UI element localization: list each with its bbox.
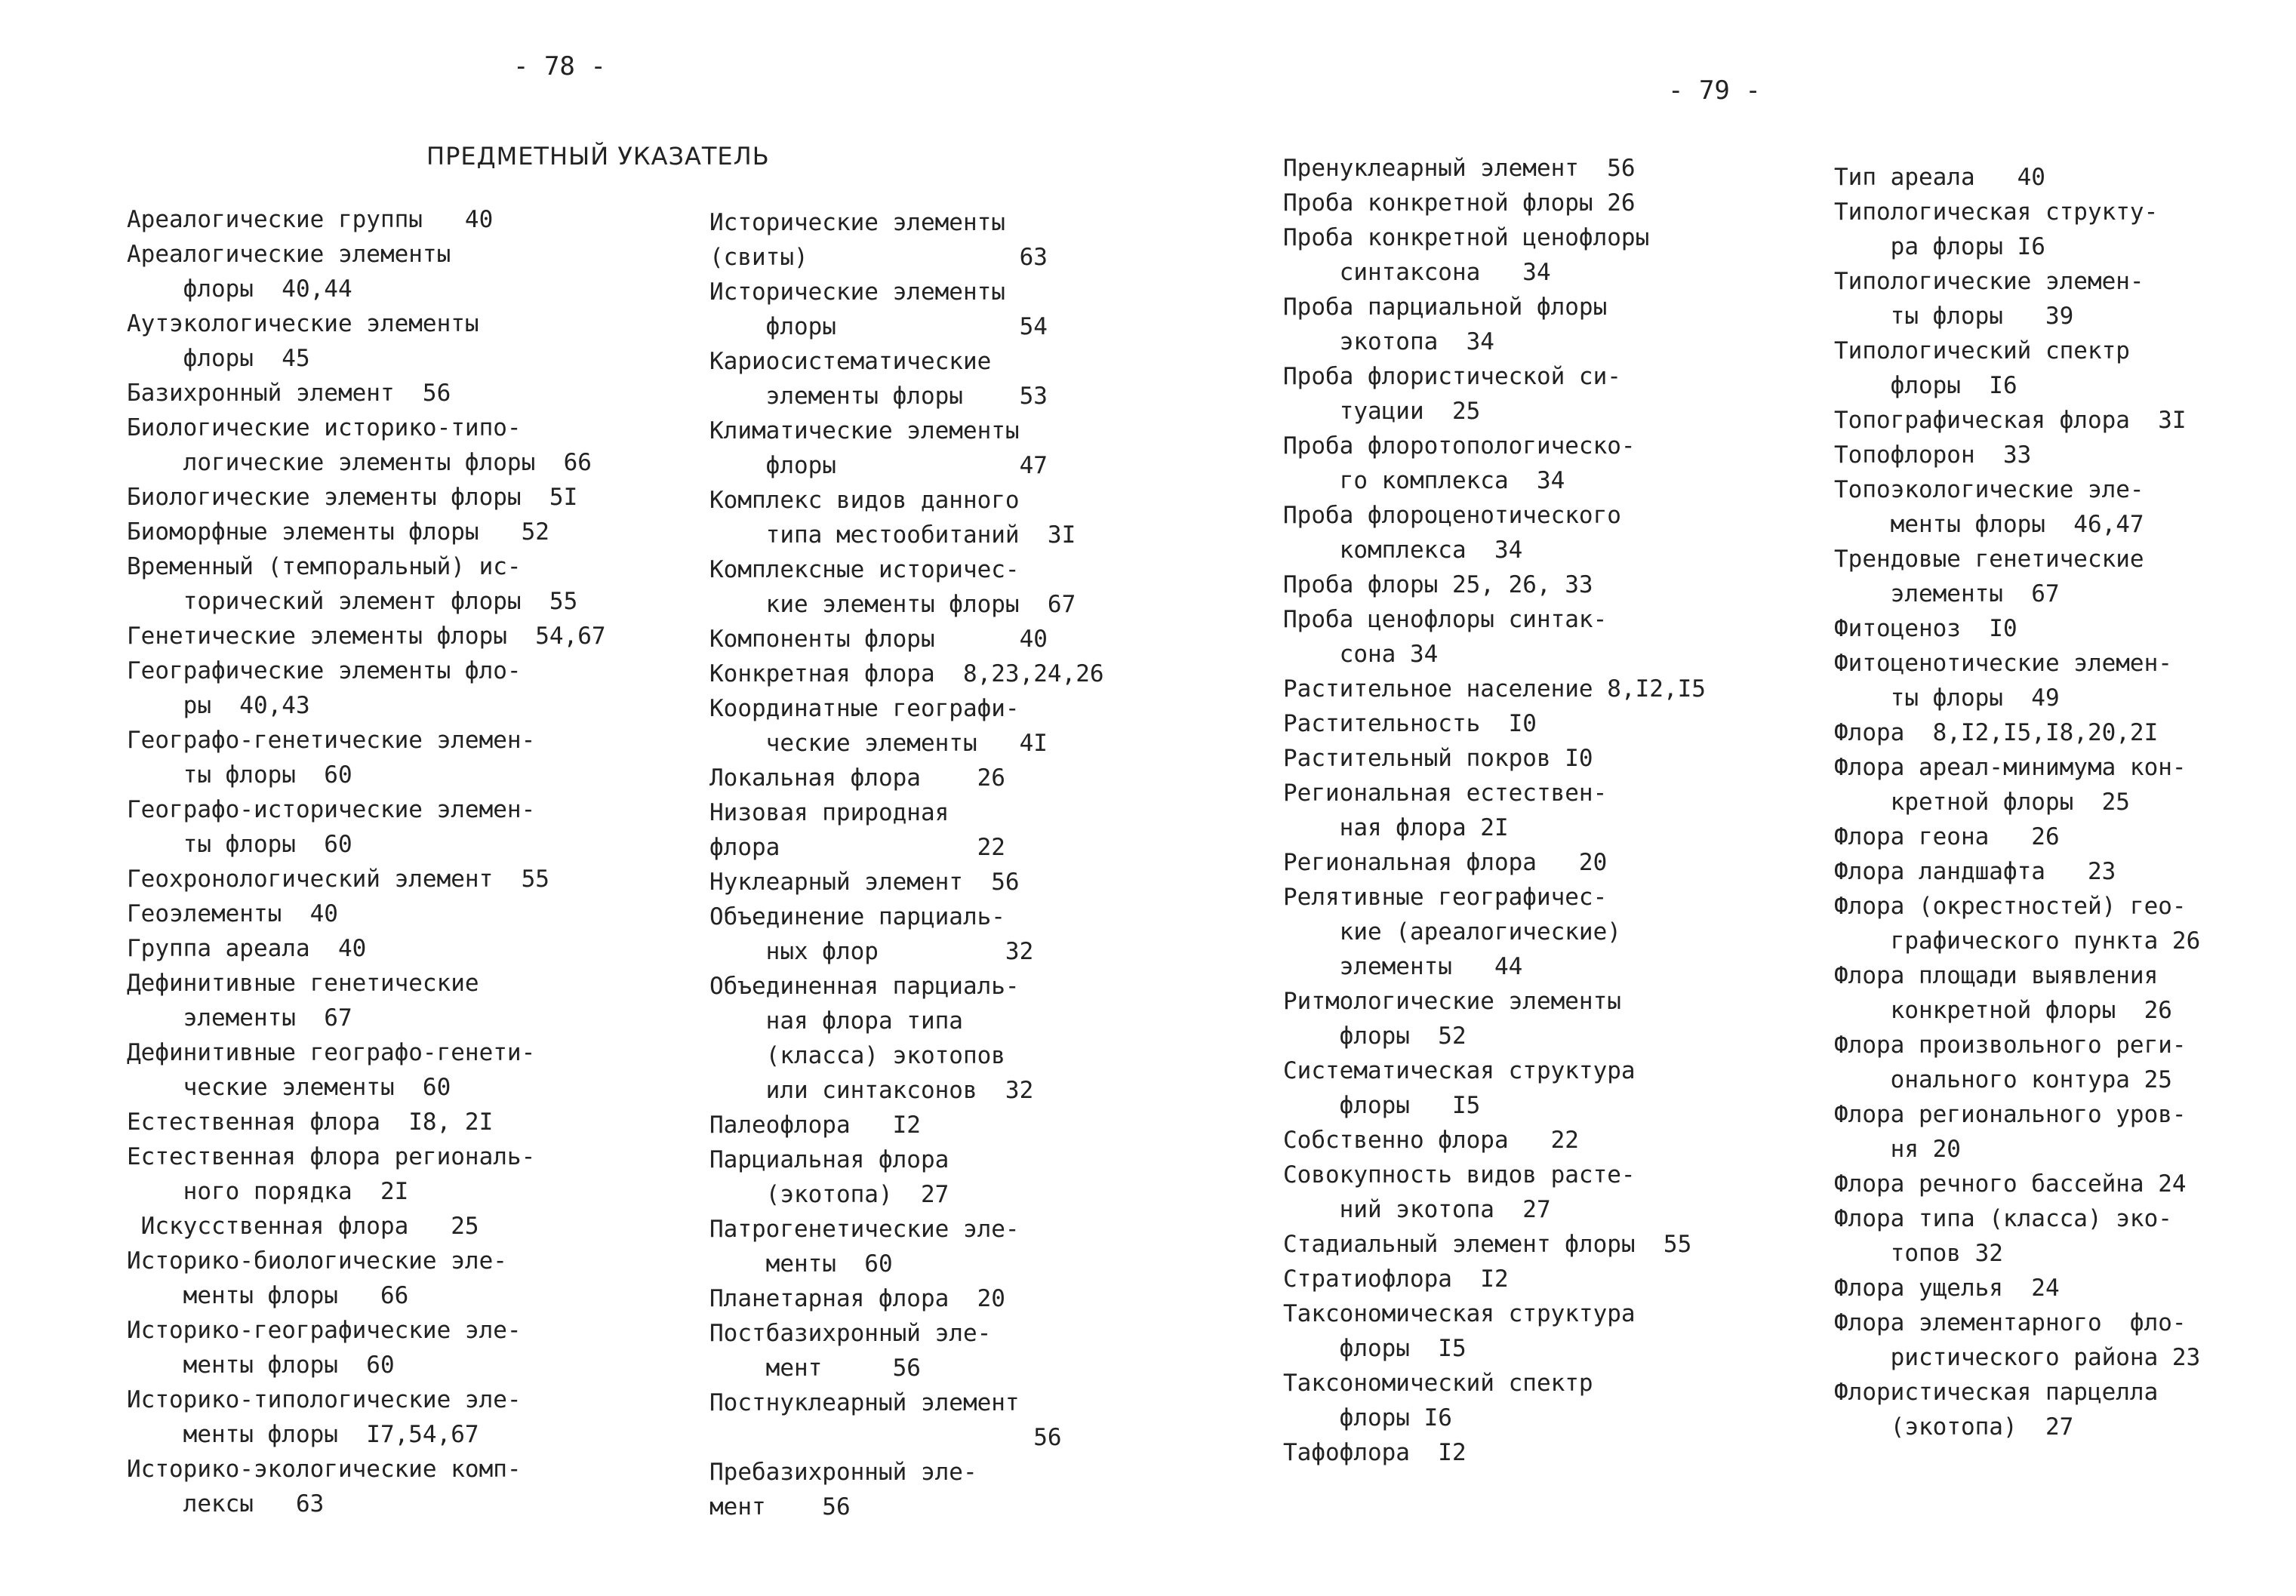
page-number-left: - 78 -: [513, 51, 606, 81]
index-entry: Топофлорон 33: [1834, 441, 2032, 469]
index-entry: Региональная естествен-: [1283, 780, 1608, 807]
index-entry: (свиты) 63: [709, 244, 1048, 271]
index-entry: Растительное население 8,I2,I5: [1283, 675, 1706, 703]
index-entry: Стадиальный элемент флоры 55: [1283, 1231, 1692, 1258]
index-entry: Флористическая парцелла: [1834, 1379, 2159, 1406]
index-entry: Историко-биологические эле-: [127, 1247, 507, 1275]
index-entry: Флора регионального уров-: [1834, 1101, 2187, 1128]
index-entry: экотопа 34: [1283, 328, 1494, 355]
index-entry: Географические элементы фло-: [127, 657, 522, 684]
index-entry: кие (ареалогические): [1283, 918, 1621, 946]
index-entry: Стратиофлора I2: [1283, 1265, 1509, 1293]
index-entry: Проба флоротопологическо-: [1283, 432, 1636, 460]
index-entry: ра флоры I6: [1834, 233, 2045, 260]
index-entry: ческие элементы 60: [127, 1074, 451, 1101]
index-entry: Флора произвольного реги-: [1834, 1032, 2187, 1059]
index-entry: синтаксона 34: [1283, 259, 1551, 286]
index-entry: топов 32: [1834, 1240, 2003, 1267]
index-entry: Ритмологические элементы: [1283, 988, 1621, 1015]
index-entry: Типологический спектр: [1834, 337, 2130, 364]
index-entry: онального контура 25: [1834, 1066, 2172, 1093]
index-entry: Историко-экологические комп-: [127, 1456, 522, 1483]
index-entry: туации 25: [1283, 398, 1481, 425]
index-entry: (класса) экотопов: [709, 1042, 1005, 1069]
index-entry: Систематическая структура: [1283, 1057, 1636, 1084]
index-entry: типа местообитаний 3I: [709, 521, 1076, 549]
index-column-1: [127, 202, 606, 1521]
index-entry: Ареалогические группы 40: [127, 206, 494, 233]
index-entry: Естественная флора I8, 2I: [127, 1109, 494, 1136]
index-entry: менты флоры I7,54,67: [127, 1421, 479, 1448]
index-entry: Палеофлора I2: [709, 1112, 921, 1139]
index-entry: Дефинитивные географо-генети-: [127, 1039, 536, 1066]
index-entry: Проба конкретной флоры 26: [1283, 189, 1636, 217]
index-entry: Низовая природная: [709, 799, 949, 826]
index-entry: Типологические элемен-: [1834, 268, 2144, 295]
index-entry: лексы 63: [127, 1490, 325, 1518]
index-entry: Конкретная флора 8,23,24,26: [709, 660, 1104, 687]
index-entry: менты флоры 66: [127, 1282, 409, 1309]
index-entry: Географо-генетические элемен-: [127, 727, 536, 754]
index-entry: Постбазихронный эле-: [709, 1320, 992, 1347]
index-entry: Нуклеарный элемент 56: [709, 869, 1020, 896]
index-entry: Объединенная парциаль-: [709, 973, 1020, 1000]
index-entry: Координатные географи-: [709, 695, 1020, 722]
index-entry: Комплексные историчес-: [709, 556, 1020, 583]
index-column-4: [1834, 160, 2200, 1444]
index-entry: менты флоры 60: [127, 1352, 395, 1379]
index-entry: флоры 54: [709, 313, 1048, 340]
index-entry: Проба флористической си-: [1283, 363, 1621, 390]
index-entry: Флора ландшафта 23: [1834, 858, 2116, 885]
index-entry: Проба флоры 25, 26, 33: [1283, 571, 1593, 598]
index-entry: (экотопа) 27: [1834, 1413, 2074, 1441]
index-entry: Проба парциальной флоры: [1283, 294, 1608, 321]
index-entry: Генетические элементы флоры 54,67: [127, 623, 606, 650]
index-entry: Географо-исторические элемен-: [127, 796, 536, 823]
index-entry: Совокупность видов расте-: [1283, 1161, 1636, 1189]
index-entry: или синтаксонов 32: [709, 1077, 1034, 1104]
index-entry: Ареалогические элементы: [127, 241, 451, 268]
index-entry: Фитоценоз I0: [1834, 615, 2017, 642]
index-entry: Комплекс видов данного: [709, 487, 1020, 514]
index-entry: (экотопа) 27: [709, 1181, 949, 1208]
index-entry: Геоэлементы 40: [127, 900, 338, 927]
index-entry: Локальная флора 26: [709, 764, 1005, 792]
index-entry: конкретной флоры 26: [1834, 997, 2172, 1024]
index-entry: флоры I5: [1283, 1092, 1481, 1119]
index-entry: Парциальная флора: [709, 1146, 949, 1173]
index-entry: Пренуклеарный элемент 56: [1283, 155, 1636, 182]
index-entry: Аутэкологические элементы: [127, 310, 479, 337]
index-entry: флоры 47: [709, 452, 1048, 479]
index-entry: Временный (темпоральный) ис-: [127, 553, 522, 580]
index-entry: Таксономический спектр: [1283, 1370, 1593, 1397]
index-entry: Проба флороценотического: [1283, 502, 1621, 529]
index-entry: ты флоры 39: [1834, 303, 2074, 330]
index-entry: Дефинитивные генетические: [127, 970, 479, 997]
index-column-3: [1283, 151, 1706, 1470]
page-number-right: - 79 -: [1668, 75, 1761, 106]
index-entry: ры 40,43: [127, 692, 310, 719]
index-entry: Растительность I0: [1283, 710, 1537, 737]
index-entry: сона 34: [1283, 641, 1439, 668]
index-entry: флоры I6: [1834, 372, 2017, 399]
index-entry: Естественная флора региональ-: [127, 1143, 536, 1170]
index-entry: го комплекса 34: [1283, 467, 1565, 494]
index-entry: Биологические историко-типо-: [127, 414, 522, 441]
index-entry: Флора ущелья 24: [1834, 1275, 2060, 1302]
index-entry: торический элемент флоры 55: [127, 588, 578, 615]
index-entry: Флора (окрестностей) гео-: [1834, 893, 2187, 920]
index-entry: Растительный покров I0: [1283, 745, 1593, 772]
index-entry: Тип ареала 40: [1834, 164, 2045, 191]
index-entry: ня 20: [1834, 1136, 1961, 1163]
index-entry: флоры I6: [1283, 1404, 1452, 1431]
index-entry: Искусственная флора 25: [127, 1213, 479, 1240]
index-entry: Типологическая структу-: [1834, 198, 2159, 226]
index-entry: Флора ареал-минимума кон-: [1834, 754, 2187, 781]
index-entry: Базихронный элемент 56: [127, 380, 451, 407]
index-entry: ная флора 2I: [1283, 814, 1509, 841]
index-entry: ристического района 23: [1834, 1344, 2201, 1371]
index-entry: Биоморфные элементы флоры 52: [127, 518, 549, 546]
index-entry: ты флоры 60: [127, 831, 352, 858]
index-entry: Топографическая флора 3I: [1834, 407, 2187, 434]
index-entry: Флора речного бассейна 24: [1834, 1170, 2187, 1198]
index-entry: Пребазихронный эле-: [709, 1459, 977, 1486]
index-entry: графического пункта 26: [1834, 927, 2201, 955]
index-entry: мент 56: [709, 1355, 921, 1382]
index-entry: Фитоценотические элемен-: [1834, 650, 2172, 677]
index-entry: ческие элементы 4I: [709, 730, 1048, 757]
index-entry: флоры I5: [1283, 1335, 1467, 1362]
index-entry: Флора 8,I2,I5,I8,20,2I: [1834, 719, 2159, 746]
index-entry: элементы флоры 53: [709, 383, 1048, 410]
index-entry: Проба конкретной ценофлоры: [1283, 224, 1650, 251]
index-entry: Биологические элементы флоры 5I: [127, 484, 578, 511]
index-entry: Постнуклеарный элемент: [709, 1389, 1020, 1416]
index-entry: Планетарная флора 20: [709, 1285, 1005, 1312]
index-entry: кие элементы флоры 67: [709, 591, 1076, 618]
index-entry: Топоэкологические эле-: [1834, 476, 2144, 503]
index-entry: ты флоры 60: [127, 761, 352, 789]
index-entry: ты флоры 49: [1834, 684, 2060, 712]
page-title: ПРЕДМЕТНЫЙ УКАЗАТЕЛЬ: [426, 142, 770, 171]
index-entry: менты 60: [709, 1250, 893, 1278]
index-entry: кретной флоры 25: [1834, 789, 2130, 816]
index-entry: Исторические элементы: [709, 278, 1005, 306]
index-entry: Флора типа (класса) эко-: [1834, 1205, 2172, 1232]
index-entry: Тафофлора I2: [1283, 1439, 1467, 1466]
index-entry: Патрогенетические эле-: [709, 1216, 1020, 1243]
index-entry: ная флора типа: [709, 1007, 963, 1035]
index-entry: флора 22: [709, 834, 1005, 861]
index-entry: логические элементы флоры 66: [127, 449, 592, 476]
index-entry: Флора площади выявления: [1834, 962, 2159, 989]
index-entry: Трендовые генетические: [1834, 546, 2144, 573]
index-entry: элементы 67: [1834, 580, 2060, 607]
index-entry: Кариосистематические: [709, 348, 992, 375]
index-entry: Исторические элементы: [709, 209, 1005, 236]
index-entry: менты флоры 46,47: [1834, 511, 2144, 538]
index-column-2: [709, 205, 1104, 1524]
index-entry: Релятивные географичес-: [1283, 884, 1608, 911]
index-entry: Флора геона 26: [1834, 823, 2060, 850]
index-entry: ных флор 32: [709, 938, 1034, 965]
index-entry: Флора элементарного фло-: [1834, 1309, 2187, 1336]
index-entry: ний экотопа 27: [1283, 1196, 1551, 1223]
index-entry: мент 56: [709, 1493, 851, 1521]
index-entry: Группа ареала 40: [127, 935, 367, 962]
index-entry: Объединение парциаль-: [709, 903, 1005, 930]
index-entry: комплекса 34: [1283, 537, 1523, 564]
index-entry: флоры 40,44: [127, 275, 352, 303]
index-entry: Климатические элементы: [709, 417, 1020, 444]
index-entry: Историко-географические эле-: [127, 1317, 522, 1344]
index-entry: флоры 45: [127, 345, 310, 372]
index-entry: Геохронологический элемент 55: [127, 866, 549, 893]
index-entry: Таксономическая структура: [1283, 1300, 1636, 1327]
index-entry: элементы 67: [127, 1004, 352, 1032]
index-entry: Историко-типологические эле-: [127, 1386, 522, 1413]
index-entry: флоры 52: [1283, 1022, 1467, 1050]
index-entry: ного порядка 2I: [127, 1178, 409, 1205]
index-entry: Компоненты флоры 40: [709, 626, 1048, 653]
index-entry: Региональная флора 20: [1283, 849, 1608, 876]
index-entry: 56: [709, 1424, 1062, 1451]
index-entry: Проба ценофлоры синтак-: [1283, 606, 1608, 633]
index-entry: Собственно флора 22: [1283, 1127, 1579, 1154]
index-entry: элементы 44: [1283, 953, 1523, 980]
